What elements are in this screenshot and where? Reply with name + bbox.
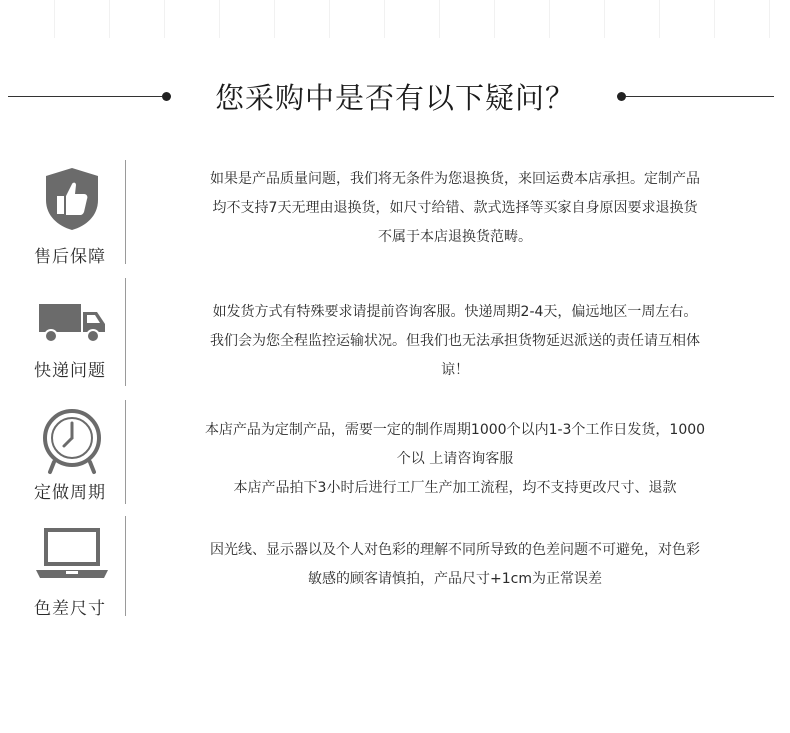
page-title: 您采购中是否有以下疑问？: [214, 81, 575, 115]
section-divider: [125, 400, 126, 504]
description-line: 如发货方式有特殊要求请提前咨询客服。快递周期2-4天，偏远地区一周左右。: [212, 304, 698, 320]
description-line: 我们会为您全程监控运输状况。但我们也无法承担货物延迟派送的责任请互相体: [210, 333, 700, 349]
thumbs-up-shield-icon: [30, 166, 114, 232]
laptop-icon: [30, 526, 114, 592]
description-line: 本店产品拍下3小时后进行工厂生产加工流程，均不支持更改尺寸、退款: [233, 480, 677, 496]
section-color-size: [0, 516, 790, 620]
top-decorative-strip: [0, 0, 790, 38]
description-line: 本店产品为定制产品，需要一定的制作周期1000个以内1-3个工作日发货，1000: [204, 422, 706, 438]
description-line: 个以 上请咨询客服: [396, 451, 514, 467]
alarm-clock-icon: [30, 406, 114, 476]
section-after-sales: [0, 160, 790, 270]
section-delivery: [0, 278, 790, 388]
section-divider: [125, 278, 126, 386]
section-label-delivery: 快递问题: [34, 361, 106, 381]
title-dot-left: [162, 92, 171, 101]
section-label-after-sales: 售后保障: [34, 247, 106, 267]
section-description: [140, 536, 770, 594]
section-production-cycle: [0, 398, 790, 508]
description-line: 如果是产品质量问题，我们将无条件为您退换货，来回运费本店承担。定制产品: [210, 171, 700, 187]
section-description: [140, 298, 770, 385]
section-divider: [125, 160, 126, 264]
description-line: 不属于本店退换货范畴。: [378, 229, 532, 245]
title-line-left: [8, 96, 162, 97]
description-line: 敏感的顾客请慎拍，产品尺寸+1cm为正常误差: [308, 571, 602, 587]
section-description: [140, 165, 770, 252]
description-line: 因光线、显示器以及个人对色彩的理解不同所导致的色差问题不可避免，对色彩: [210, 542, 700, 558]
section-description: [140, 416, 770, 503]
title-dot-right: [617, 92, 626, 101]
title-line-right: [626, 96, 774, 97]
section-label-color-size: 色差尺寸: [34, 599, 106, 619]
section-label-production-cycle: 定做周期: [34, 483, 106, 503]
description-line: 谅！: [441, 362, 469, 378]
section-divider: [125, 516, 126, 616]
title-row: [0, 72, 790, 122]
description-line: 均不支持7天无理由退换货，如尺寸给错、款式选择等买家自身原因要求退换货: [212, 200, 698, 216]
